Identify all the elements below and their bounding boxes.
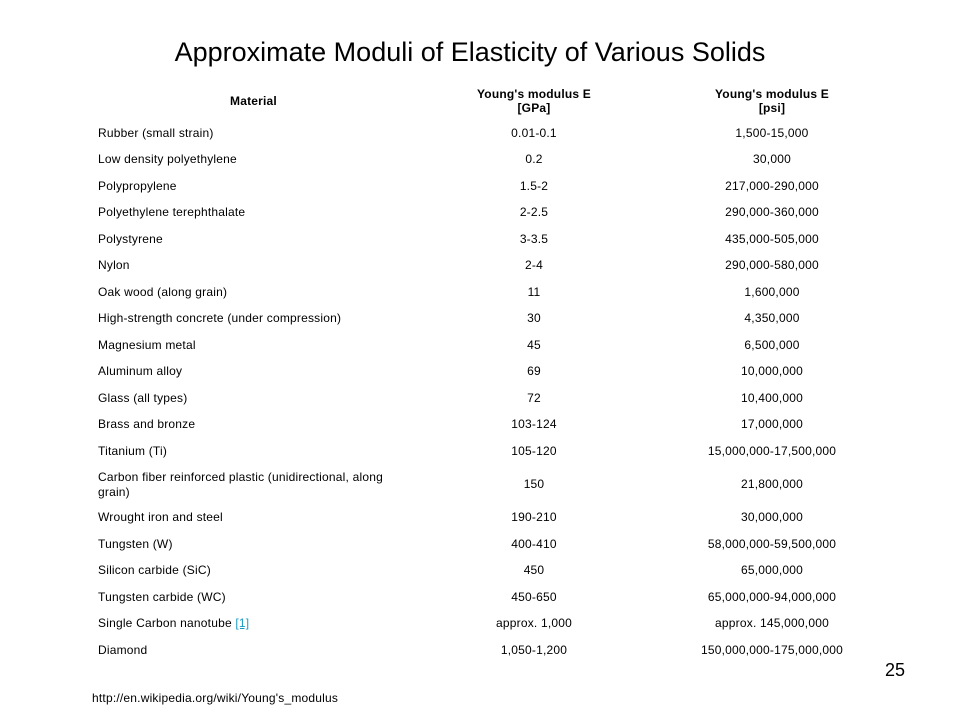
table-row bbox=[92, 465, 891, 505]
gpa-cell: 103-124 bbox=[511, 417, 557, 432]
gpa-cell: 150 bbox=[523, 477, 545, 491]
material-cell: Polyethylene terephthalate bbox=[98, 205, 246, 220]
psi-cell: 30,000,000 bbox=[740, 510, 804, 525]
table-row bbox=[92, 531, 891, 558]
table-row bbox=[92, 120, 891, 147]
psi-cell: 10,400,000 bbox=[740, 390, 804, 405]
table-row bbox=[92, 438, 891, 465]
psi-cell: 290,000-580,000 bbox=[725, 258, 819, 273]
material-cell: Silicon carbide (SiC) bbox=[98, 563, 211, 578]
reference-link[interactable]: [1] bbox=[235, 616, 250, 631]
table-row bbox=[92, 173, 891, 200]
table-header-row bbox=[92, 82, 891, 120]
gpa-cell: 0.01-0.1 bbox=[511, 125, 557, 140]
psi-cell: 65,000,000 bbox=[740, 563, 804, 578]
material-cell: Oak wood (along grain) bbox=[98, 284, 228, 299]
table-row bbox=[92, 253, 891, 280]
psi-cell: 6,500,000 bbox=[744, 337, 800, 352]
header-psi bbox=[653, 82, 891, 120]
table-row bbox=[92, 359, 891, 386]
gpa-cell: 1.5-2 bbox=[519, 178, 549, 193]
material-cell: Tungsten (W) bbox=[98, 536, 173, 551]
material-cell: Rubber (small strain) bbox=[98, 125, 214, 140]
header-psi-line1: Young's modulus E bbox=[714, 87, 830, 101]
material-text: Single Carbon nanotube bbox=[98, 616, 232, 631]
psi-cell: 65,000,000-94,000,000 bbox=[707, 589, 837, 604]
header-material: Material bbox=[230, 94, 277, 108]
gpa-cell: 105-120 bbox=[511, 443, 557, 458]
material-cell: Titanium (Ti) bbox=[98, 443, 168, 458]
gpa-cell: 1,050-1,200 bbox=[500, 642, 568, 657]
psi-cell: 435,000-505,000 bbox=[725, 231, 819, 246]
table-row bbox=[92, 385, 891, 412]
table-row bbox=[92, 584, 891, 611]
gpa-cell: 450-650 bbox=[511, 589, 557, 604]
material-cell: Polystyrene bbox=[98, 231, 163, 246]
material-cell: Polypropylene bbox=[98, 178, 177, 193]
psi-cell: 58,000,000-59,500,000 bbox=[707, 536, 837, 551]
gpa-cell: 45 bbox=[527, 337, 541, 352]
psi-cell: 1,500-15,000 bbox=[735, 125, 809, 140]
gpa-cell: 3-3.5 bbox=[519, 231, 549, 246]
material-cell: High-strength concrete (under compression) bbox=[98, 311, 342, 326]
material-cell: Magnesium metal bbox=[98, 337, 196, 352]
table-row bbox=[92, 147, 891, 174]
material-cell: Wrought iron and steel bbox=[98, 510, 223, 525]
material-cell bbox=[92, 611, 415, 638]
gpa-cell: approx. 1,000 bbox=[496, 616, 572, 631]
header-gpa-line2: [GPa] bbox=[517, 101, 551, 115]
material-cell: Aluminum alloy bbox=[98, 364, 183, 379]
material-cell: Carbon fiber reinforced plastic (unidirectional, along grain) bbox=[98, 469, 383, 499]
source-url: http://en.wikipedia.org/wiki/Young's_modulus bbox=[92, 691, 339, 705]
psi-cell: 21,800,000 bbox=[740, 477, 804, 491]
psi-cell: 1,600,000 bbox=[744, 284, 800, 299]
table-row bbox=[92, 279, 891, 306]
gpa-cell: 190-210 bbox=[511, 510, 557, 525]
table-row bbox=[92, 558, 891, 585]
moduli-table bbox=[92, 82, 891, 664]
gpa-cell: 0.2 bbox=[525, 152, 543, 167]
header-psi-line2: [psi] bbox=[758, 101, 786, 115]
material-cell: Diamond bbox=[98, 642, 148, 657]
material-cell: Low density polyethylene bbox=[98, 152, 237, 167]
psi-cell: 290,000-360,000 bbox=[725, 205, 819, 220]
gpa-cell: 72 bbox=[527, 390, 541, 405]
material-cell: Brass and bronze bbox=[98, 417, 196, 432]
psi-cell: 30,000 bbox=[753, 152, 791, 167]
table-row bbox=[92, 611, 891, 638]
psi-cell: 10,000,000 bbox=[740, 364, 804, 379]
table-row bbox=[92, 306, 891, 333]
psi-cell: 15,000,000-17,500,000 bbox=[707, 443, 837, 458]
gpa-cell: 69 bbox=[527, 364, 541, 379]
table-row bbox=[92, 505, 891, 532]
gpa-cell: 450 bbox=[523, 563, 545, 578]
gpa-cell: 2-4 bbox=[525, 258, 543, 273]
gpa-cell: 30 bbox=[527, 311, 541, 326]
table-row bbox=[92, 637, 891, 664]
psi-cell: 217,000-290,000 bbox=[725, 178, 819, 193]
slide-number: 25 bbox=[884, 660, 906, 680]
table-row bbox=[92, 200, 891, 227]
header-gpa-line1: Young's modulus E bbox=[476, 87, 592, 101]
material-cell: Nylon bbox=[98, 258, 130, 273]
table-row bbox=[92, 226, 891, 253]
gpa-cell: 2-2.5 bbox=[519, 205, 549, 220]
table-row bbox=[92, 412, 891, 439]
psi-cell: 17,000,000 bbox=[740, 417, 804, 432]
psi-cell: 150,000,000-175,000,000 bbox=[700, 642, 844, 657]
psi-cell: approx. 145,000,000 bbox=[715, 616, 829, 631]
gpa-cell: 400-410 bbox=[511, 536, 557, 551]
psi-cell: 4,350,000 bbox=[744, 311, 800, 326]
header-gpa bbox=[415, 82, 653, 120]
material-cell: Glass (all types) bbox=[98, 390, 188, 405]
gpa-cell: 11 bbox=[527, 284, 541, 299]
table-row bbox=[92, 332, 891, 359]
slide-title: Approximate Moduli of Elasticity of Various Solids bbox=[174, 37, 766, 67]
material-cell: Tungsten carbide (WC) bbox=[98, 589, 226, 604]
